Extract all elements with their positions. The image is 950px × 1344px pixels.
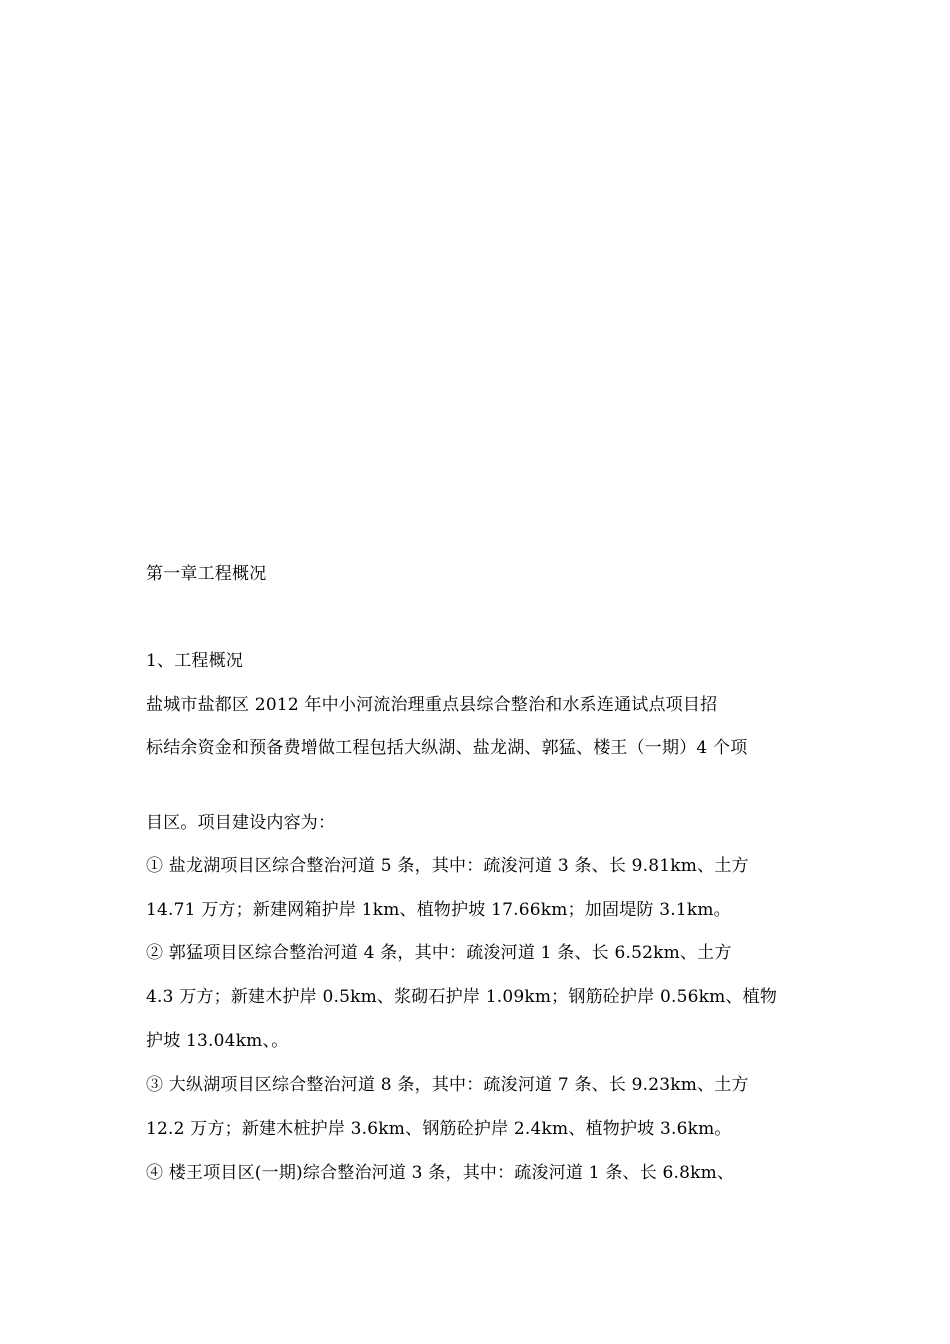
paragraph-line: 4.3 万方；新建木护岸 0.5km、浆砌石护岸 1.09km；钢筋砼护岸 0.56km、植物: [146, 987, 778, 1007]
list-item: ④ 楼王项目区(一期)综合整治河道 3 条，其中：疏浚河道 1 条、长 6.8km、: [146, 1163, 735, 1183]
paragraph-line: 标结余资金和预备费增做工程包括大纵湖、盐龙湖、郭猛、楼王（一期）4 个项: [146, 738, 748, 758]
list-item: ① 盐龙湖项目区综合整治河道 5 条，其中：疏浚河道 3 条、长 9.81km、土方: [146, 856, 749, 876]
chapter-title: 第一章工程概况: [146, 564, 267, 584]
paragraph-line: 盐城市盐都区 2012 年中小河流治理重点县综合整治和水系连通试点项目招: [146, 695, 718, 715]
paragraph-line: 护坡 13.04km、。: [146, 1031, 289, 1051]
section-heading: 1、工程概况: [146, 651, 244, 671]
paragraph-line: 14.71 万方；新建网箱护岸 1km、植物护坡 17.66km；加固堤防 3.1km。: [146, 900, 731, 920]
paragraph-line: 12.2 万方；新建木桩护岸 3.6km、钢筋砼护岸 2.4km、植物护坡 3.6km。: [146, 1119, 732, 1139]
list-item: ② 郭猛项目区综合整治河道 4 条，其中：疏浚河道 1 条、长 6.52km、土方: [146, 943, 732, 963]
list-item: ③ 大纵湖项目区综合整治河道 8 条，其中：疏浚河道 7 条、长 9.23km、土方: [146, 1075, 749, 1095]
paragraph-line: 目区。项目建设内容为：: [146, 813, 336, 833]
